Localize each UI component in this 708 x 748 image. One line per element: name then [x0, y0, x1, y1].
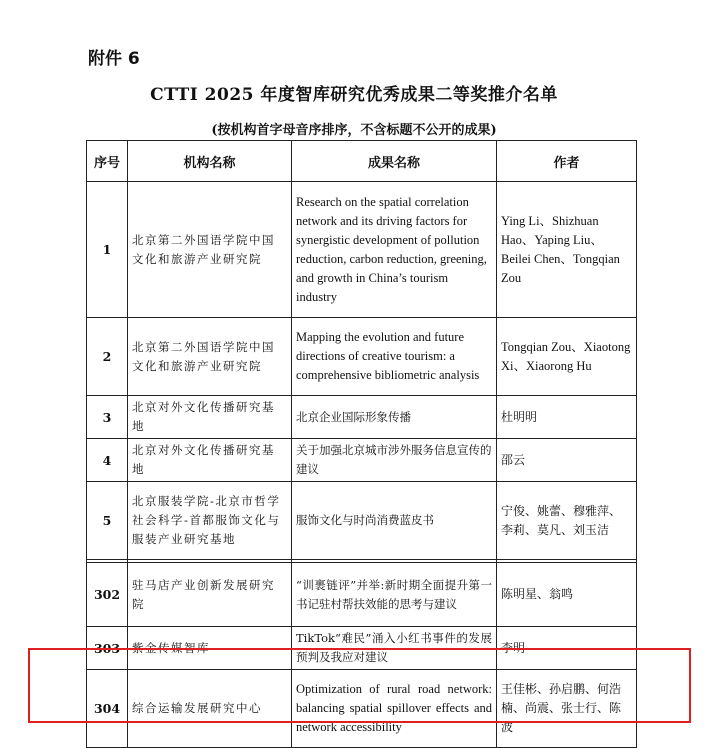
- table-row: [87, 563, 637, 627]
- header-work: 成果名称: [292, 141, 497, 182]
- row-authors: 宁俊、姚蕾、穆雅萍、李莉、莫凡、刘玉洁: [497, 482, 637, 560]
- row-institution: 北京服装学院-北京市哲学社会科学-首都服饰文化与服装产业研究基地: [128, 482, 292, 560]
- row-work: Research on the spatial correlation network and its driving factors for synergistic development of pollution reduction, carbon reduction, greening, and growth in China’s tourism industry: [292, 182, 497, 318]
- row-number: 1: [87, 182, 128, 318]
- row-number: 2: [87, 318, 128, 396]
- row-institution: 综合运输发展研究中心: [128, 670, 292, 748]
- attachment-label: 附件 6: [88, 49, 140, 69]
- row-institution: 驻马店产业创新发展研究院: [128, 563, 292, 627]
- row-authors: Ying Li、Shizhuan Hao、Yaping Liu、Beilei Chen、Tongqian Zou: [497, 182, 637, 318]
- row-work: “训裹链评”并举:新时期全面提升第一书记驻村帮扶效能的思考与建议: [292, 563, 497, 627]
- row-authors: Tongqian Zou、Xiaotong Xi、Xiaorong Hu: [497, 318, 637, 396]
- table-row: [87, 318, 637, 396]
- row-number: 5: [87, 482, 128, 560]
- highlight-box: [28, 648, 691, 723]
- row-authors: 邵云: [497, 439, 637, 482]
- table-row: [87, 482, 637, 560]
- row-number: 302: [87, 563, 128, 627]
- row-work: 北京企业国际形象传播: [292, 396, 497, 439]
- page-title: CTTI 2025 年度智库研究优秀成果二等奖推介名单: [150, 85, 558, 105]
- row-work: 关于加强北京城市涉外服务信息宣传的建议: [292, 439, 497, 482]
- header-number: 序号: [87, 141, 128, 182]
- row-work: Mapping the evolution and future directions of creative tourism: a comprehensive bibliometric analysis: [292, 318, 497, 396]
- row-authors: 李明: [497, 627, 637, 670]
- row-institution: 北京第二外国语学院中国文化和旅游产业研究院: [128, 182, 292, 318]
- row-number: 3: [87, 396, 128, 439]
- row-institution: 紫金传媒智库: [128, 627, 292, 670]
- row-authors: 王佳彬、孙启鹏、何浩楠、尚震、张士行、陈波: [497, 670, 637, 748]
- row-work: Optimization of rural road network: balancing spatial spillover effects and network accessibility: [292, 670, 497, 748]
- header-authors: 作者: [497, 141, 637, 182]
- header-institution: 机构名称: [128, 141, 292, 182]
- row-institution: 北京对外文化传播研究基地: [128, 439, 292, 482]
- table-row: [87, 396, 637, 439]
- row-institution: 北京第二外国语学院中国文化和旅游产业研究院: [128, 318, 292, 396]
- row-work: TikTok“难民”涌入小红书事件的发展预判及我应对建议: [292, 627, 497, 670]
- row-number: 4: [87, 439, 128, 482]
- row-authors: 陈明星、翁鸣: [497, 563, 637, 627]
- page-subtitle: (按机构首字母音序排序，不含标题不公开的成果): [211, 123, 497, 138]
- row-work: 服饰文化与时尚消费蓝皮书: [292, 482, 497, 560]
- row-institution: 北京对外文化传播研究基地: [128, 396, 292, 439]
- table-header-row: [87, 141, 637, 182]
- row-number: 304: [87, 670, 128, 748]
- table-row: [87, 182, 637, 318]
- table-row: [87, 439, 637, 482]
- row-number: 303: [87, 627, 128, 670]
- row-authors: 杜明明: [497, 396, 637, 439]
